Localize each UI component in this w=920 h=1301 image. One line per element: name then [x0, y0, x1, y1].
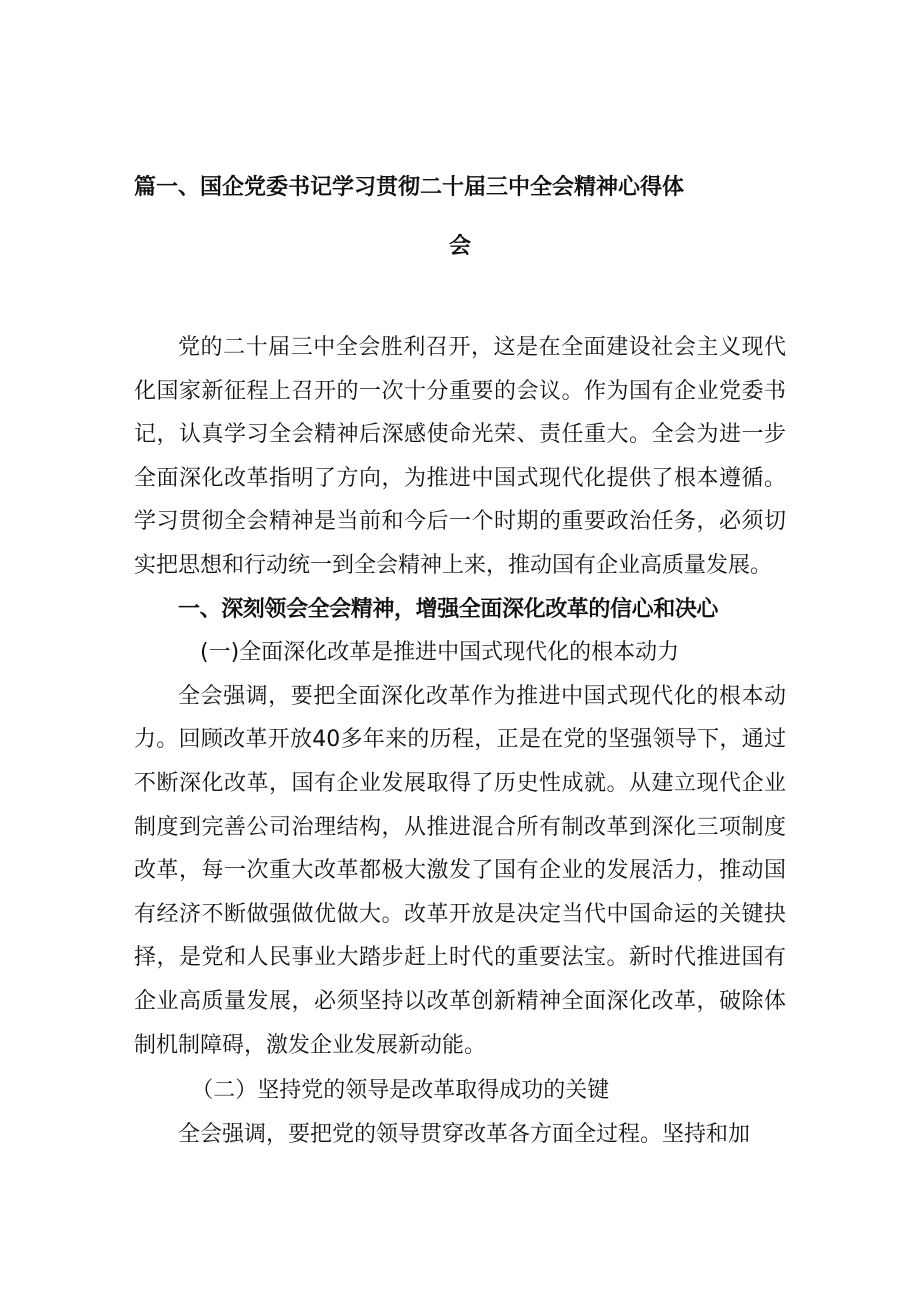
- subsection-heading-1: (一)全面深化改革是推进中国式现代化的根本动力: [200, 640, 680, 666]
- document-title-line-1: 篇一、国企党委书记学习贯彻二十届三中全会精神心得体: [134, 175, 685, 200]
- document-title-line-2: 会: [448, 234, 471, 259]
- section-heading-1: 一、深刻领会全会精神，增强全面深化改革的信心和决心: [178, 596, 719, 622]
- document-body: [134, 326, 786, 1156]
- subsection-heading-2: （二）坚持党的领导是改革取得成功的关键: [191, 1078, 610, 1104]
- intro-paragraph: 党的二十届三中全会胜利召开，这是在全面建设社会主义现代化国家新征程上召开的一次十分重要的会议。作为国有企业党委书记，认真学习全会精神后深感使命光荣、责任重大。全会为进一步全面深化改革指明了方向，为推进中国式现代化提供了根本遵循。学习贯彻全会精神是当前和今后一个时期的重要政治任务，必须切实把思想和行动统一到全会精神上来，推动国有企业高质量发展。: [134, 335, 786, 578]
- body-paragraph-2: 全会强调，要把党的领导贯穿改革各方面全过程。坚持和加: [178, 1121, 751, 1147]
- body-paragraph-1: 全会强调，要把全面深化改革作为推进中国式现代化的根本动力。回顾改革开放40多年来的历程，正是在党的坚强领导下，通过不断深化改革，国有企业发展取得了历史性成就。从建立现代企业制度到完善公司治理结构，从推进混合所有制改革到深化三项制度改革，每一次重大改革都极大激发了国有企业的发展活力，推动国有经济不断做强做优做大。改革开放是决定当代中国命运的关键抉择，是党和人民事业大踏步赶上时代的重要法宝。新时代推进国有企业高质量发展，必须坚持以改革创新精神全面深化改革，破除体制机制障碍，激发企业发展新动能。: [134, 683, 786, 1058]
